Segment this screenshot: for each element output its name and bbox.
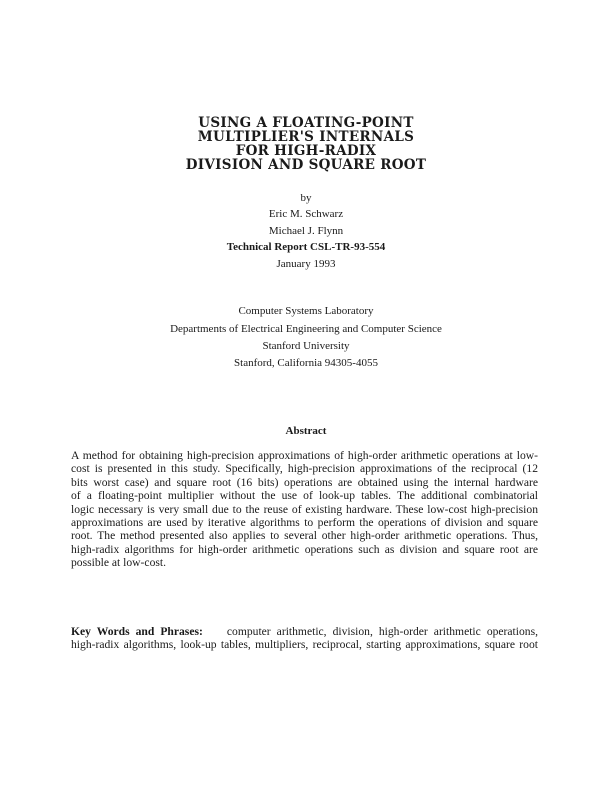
abstract-line: root. The method presented also applies to several other high-order arithmetic operations. Thus,: [71, 529, 538, 543]
keywords-section: [71, 625, 538, 652]
report-date: January 1993: [276, 258, 336, 270]
abstract-line: bits worst case) and square root (16 bits) operations are obtained using the internal hardware: [71, 475, 538, 489]
abstract-line: A method for obtaining high-precision approximations of high-order arithmetic operations at low-: [71, 449, 538, 462]
title-line-4: DIVISION AND SQUARE ROOT: [185, 157, 427, 173]
keywords-line-1: [71, 625, 538, 638]
affiliation-lab: Computer Systems Laboratory: [238, 305, 374, 317]
keywords-line-2: high-radix algorithms, look-up tables, multipliers, reciprocal, starting approximations, square root: [71, 638, 538, 652]
affiliation-university: Stanford University: [262, 340, 350, 352]
author-2: Michael J. Flynn: [268, 225, 344, 237]
keywords-text: computer arithmetic, division, high-order arithmetic operations,: [226, 625, 539, 638]
title-line-3: FOR HIGH-RADIX: [235, 143, 377, 159]
title-line-1: USING A FLOATING-POINT: [198, 115, 414, 131]
abstract-heading: Abstract: [285, 425, 327, 437]
affiliation-address: Stanford, California 94305-4055: [234, 357, 378, 369]
abstract-body: [71, 449, 538, 570]
author-1: Eric M. Schwarz: [268, 208, 344, 220]
title-line-2: MULTIPLIER'S INTERNALS: [197, 129, 415, 145]
affiliation-department: Departments of Electrical Engineering and Computer Science: [170, 323, 442, 335]
abstract-line: cost is presented in this study. Specifically, high-precision approximations of the reciprocal (12: [71, 462, 538, 476]
keywords-label: Key Words and Phrases:: [71, 625, 203, 638]
abstract-line: of a floating-point multiplier without the use of look-up tables. The additional combinatorial: [71, 489, 538, 503]
abstract-line: possible at low-cost.: [71, 556, 166, 570]
report-number: Technical Report CSL-TR-93-554: [226, 241, 386, 253]
abstract-line: high-radix algorithms for high-order arithmetic operations such as division and square root are: [71, 542, 538, 556]
abstract-line: approximations are used by iterative algorithms to perform the operations of division and square: [71, 515, 538, 529]
by-line: by: [300, 192, 312, 204]
abstract-line: logic necessary is very small due to the reuse of existing hardware. These low-cost high-precision: [71, 502, 538, 516]
